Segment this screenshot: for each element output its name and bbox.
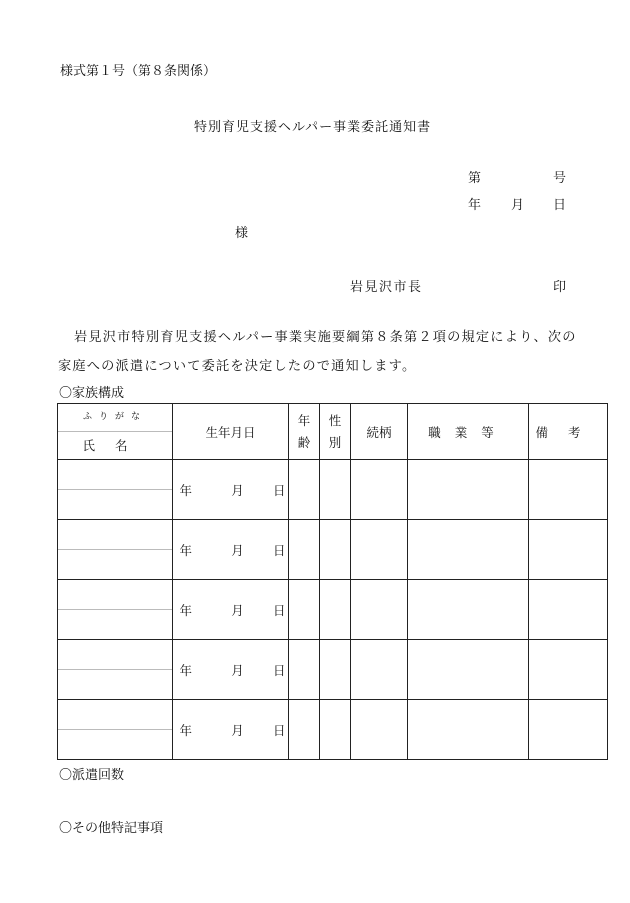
row-day: 日	[272, 722, 286, 738]
body-line-1: 岩見沢市特別育児支援ヘルパー事業実施要綱第８条第２項の規定により、次の	[74, 330, 577, 345]
occupation-cell[interactable]	[408, 460, 529, 520]
age-label-1: 年	[297, 412, 311, 428]
row-month: 月	[231, 602, 244, 618]
sex-cell[interactable]	[320, 640, 351, 700]
addressee-suffix: 様	[235, 226, 249, 241]
name-label: 氏名	[82, 438, 148, 453]
furigana-label: ふりがな	[58, 404, 172, 432]
birth-date-cell[interactable]	[173, 520, 289, 580]
relation-cell[interactable]	[351, 640, 408, 700]
sex-label-2: 別	[328, 434, 342, 450]
row-year: 年	[179, 722, 193, 738]
age-cell[interactable]	[289, 460, 320, 520]
row-day: 日	[272, 542, 286, 558]
doc-number-suffix: 号	[553, 171, 567, 186]
relation-cell[interactable]	[351, 700, 408, 760]
occupation-header: 職業等	[408, 404, 529, 460]
name-cell[interactable]	[58, 580, 173, 640]
table-row	[58, 640, 608, 700]
name-cell[interactable]	[58, 640, 173, 700]
family-heading: 〇家族構成	[59, 386, 125, 401]
relation-cell[interactable]	[351, 520, 408, 580]
occupation-cell[interactable]	[408, 580, 529, 640]
family-table	[57, 403, 608, 760]
remarks-cell[interactable]	[529, 640, 608, 700]
row-day: 日	[272, 662, 286, 678]
table-row	[58, 520, 608, 580]
issuer: 岩見沢市長	[350, 280, 423, 295]
sex-cell[interactable]	[320, 580, 351, 640]
remarks-cell[interactable]	[529, 520, 608, 580]
sex-cell[interactable]	[320, 520, 351, 580]
row-month: 月	[231, 542, 244, 558]
age-cell[interactable]	[289, 520, 320, 580]
relation-header: 続柄	[351, 404, 408, 460]
remarks-header: 備考	[529, 404, 608, 460]
name-cell[interactable]	[58, 460, 173, 520]
row-day: 日	[272, 482, 286, 498]
birth-date-cell[interactable]	[173, 580, 289, 640]
birth-date-cell[interactable]	[173, 460, 289, 520]
name-cell[interactable]	[58, 700, 173, 760]
date-day: 日	[553, 198, 567, 213]
dispatch-heading: 〇派遣回数	[59, 768, 125, 783]
sex-cell[interactable]	[320, 460, 351, 520]
age-header	[289, 404, 320, 460]
date-month: 月	[511, 198, 525, 213]
row-month: 月	[231, 722, 244, 738]
other-notes-heading: 〇その他特記事項	[59, 821, 164, 836]
age-cell[interactable]	[289, 580, 320, 640]
name-header-cell	[58, 404, 173, 460]
table-row	[58, 460, 608, 520]
date-year: 年	[468, 198, 482, 213]
table-row	[58, 580, 608, 640]
age-cell[interactable]	[289, 640, 320, 700]
remarks-cell[interactable]	[529, 460, 608, 520]
row-year: 年	[179, 542, 193, 558]
remarks-cell[interactable]	[529, 700, 608, 760]
birth-date-cell[interactable]	[173, 700, 289, 760]
occupation-cell[interactable]	[408, 640, 529, 700]
age-label-2: 齢	[297, 434, 311, 450]
row-year: 年	[179, 602, 193, 618]
birth-date-cell[interactable]	[173, 640, 289, 700]
table-header-row	[58, 404, 608, 460]
remarks-cell[interactable]	[529, 580, 608, 640]
sex-label-1: 性	[328, 412, 342, 428]
sex-header	[320, 404, 351, 460]
occupation-cell[interactable]	[408, 700, 529, 760]
relation-cell[interactable]	[351, 460, 408, 520]
row-year: 年	[179, 482, 193, 498]
form-number: 様式第１号（第８条関係）	[60, 64, 217, 79]
occupation-cell[interactable]	[408, 520, 529, 580]
row-year: 年	[179, 662, 193, 678]
age-cell[interactable]	[289, 700, 320, 760]
relation-cell[interactable]	[351, 580, 408, 640]
birth-header: 生年月日	[173, 404, 289, 460]
sex-cell[interactable]	[320, 700, 351, 760]
row-month: 月	[231, 482, 244, 498]
row-day: 日	[272, 602, 286, 618]
seal-mark: 印	[553, 280, 567, 295]
table-row	[58, 700, 608, 760]
name-cell[interactable]	[58, 520, 173, 580]
document-title: 特別育児支援ヘルパー事業委託通知書	[194, 120, 432, 135]
body-line-2: 家庭への派遣について委託を決定したので通知します。	[58, 359, 417, 374]
row-month: 月	[231, 662, 244, 678]
doc-number-prefix: 第	[468, 171, 482, 186]
